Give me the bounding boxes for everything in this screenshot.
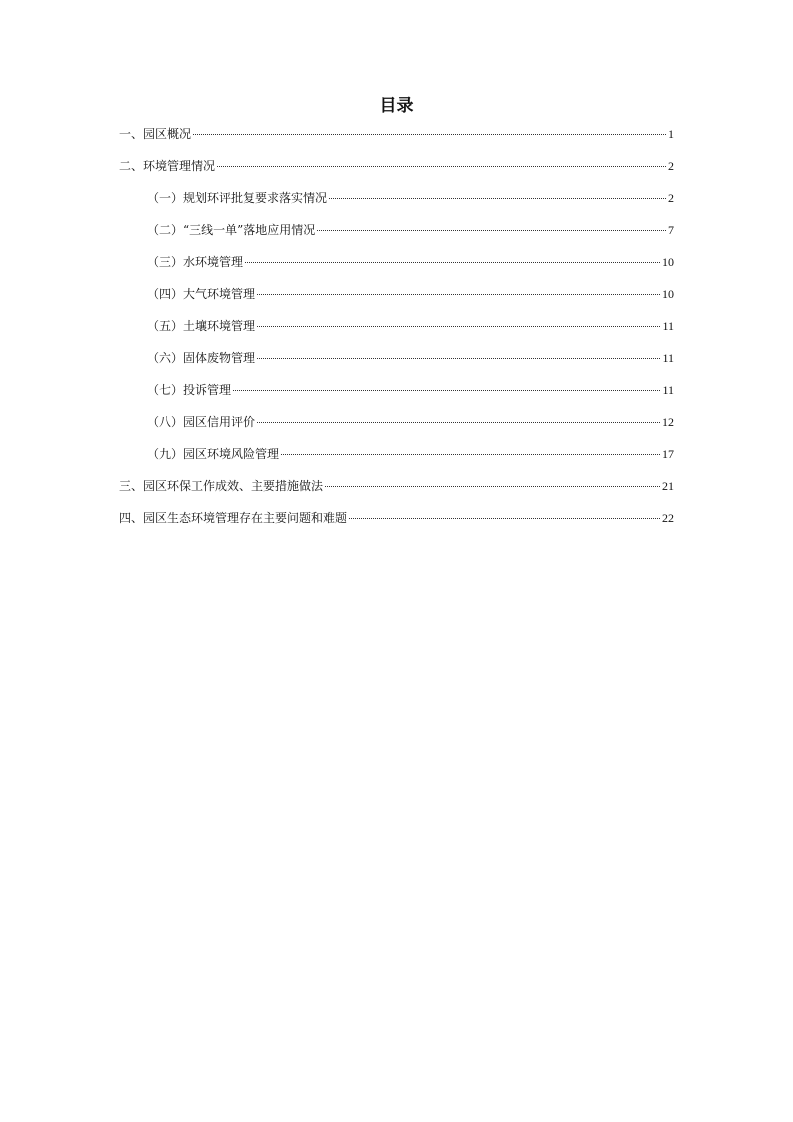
toc-entry-page: 17 xyxy=(662,447,674,461)
toc-entry-page: 10 xyxy=(662,255,674,269)
dot-leader xyxy=(349,518,660,519)
toc-entry-label: 二、环境管理情况 xyxy=(119,159,216,173)
dot-leader xyxy=(257,422,660,423)
toc-entry[interactable] xyxy=(119,474,674,506)
toc-entry[interactable] xyxy=(119,314,674,346)
toc-entry[interactable] xyxy=(119,282,674,314)
dot-leader xyxy=(193,134,666,135)
toc-entry-label: 四、园区生态环境管理存在主要问题和难题 xyxy=(119,511,348,525)
toc-entry[interactable] xyxy=(119,218,674,250)
toc-entry-page: 10 xyxy=(662,287,674,301)
toc-entry[interactable] xyxy=(119,250,674,282)
toc-entry[interactable] xyxy=(119,506,674,538)
dot-leader xyxy=(245,262,660,263)
toc-entry-label: （六）固体废物管理 xyxy=(147,351,256,365)
toc-entry-label: （二）“三线一单”落地应用情况 xyxy=(147,223,316,237)
dot-leader xyxy=(281,454,660,455)
dot-leader xyxy=(325,486,660,487)
toc-entry-label: （三）水环境管理 xyxy=(147,255,244,269)
toc-entry[interactable] xyxy=(119,186,674,218)
dot-leader xyxy=(257,326,660,327)
toc-entry-page: 2 xyxy=(668,159,674,173)
toc-entry-label: （八）园区信用评价 xyxy=(147,415,256,429)
toc-entry-label: （九）园区环境风险管理 xyxy=(147,447,280,461)
toc-entry-page: 12 xyxy=(662,415,674,429)
dot-leader xyxy=(317,230,666,231)
toc-entry-page: 22 xyxy=(662,511,674,525)
toc-list xyxy=(119,122,674,538)
dot-leader xyxy=(217,166,666,167)
toc-entry-label: 三、园区环保工作成效、主要措施做法 xyxy=(119,479,324,493)
toc-entry-page: 11 xyxy=(662,383,674,397)
toc-entry-page: 11 xyxy=(662,319,674,333)
dot-leader xyxy=(257,294,660,295)
toc-entry-page: 21 xyxy=(662,479,674,493)
toc-entry-label: 一、园区概况 xyxy=(119,127,192,141)
dot-leader xyxy=(257,358,660,359)
toc-entry[interactable] xyxy=(119,410,674,442)
toc-entry-page: 11 xyxy=(662,351,674,365)
toc-entry-page: 7 xyxy=(668,223,674,237)
toc-entry-label: （五）土壤环境管理 xyxy=(147,319,256,333)
toc-entry-label: （一）规划环评批复要求落实情况 xyxy=(147,191,328,205)
toc-entry[interactable] xyxy=(119,346,674,378)
toc-entry-label: （七）投诉管理 xyxy=(147,383,232,397)
dot-leader xyxy=(329,198,666,199)
toc-entry[interactable] xyxy=(119,442,674,474)
toc-entry-label: （四）大气环境管理 xyxy=(147,287,256,301)
dot-leader xyxy=(233,390,660,391)
toc-entry[interactable] xyxy=(119,378,674,410)
toc-entry[interactable] xyxy=(119,122,674,154)
toc-entry[interactable] xyxy=(119,154,674,186)
toc-entry-page: 2 xyxy=(668,191,674,205)
toc-entry-page: 1 xyxy=(668,127,674,141)
toc-title: 目录 xyxy=(379,96,414,116)
